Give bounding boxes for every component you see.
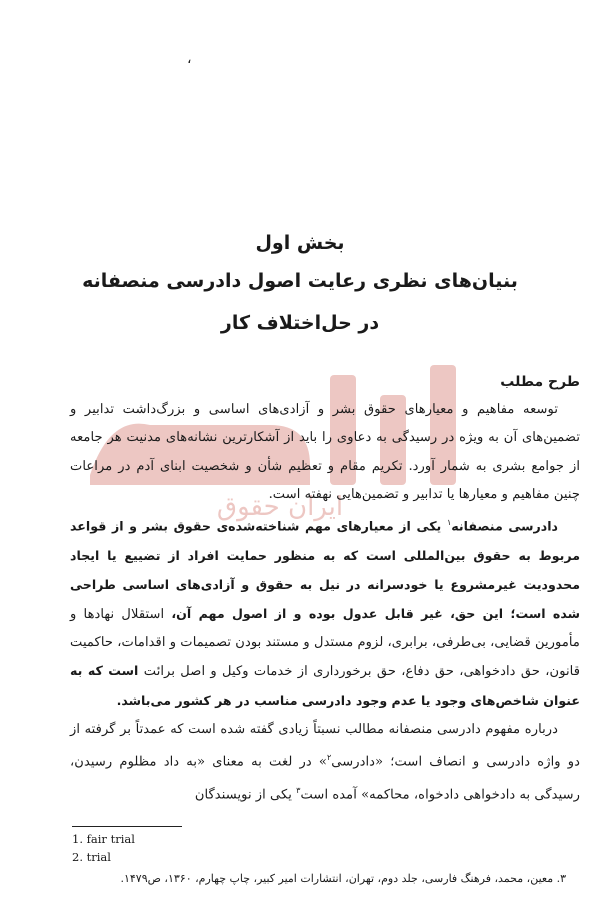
- chapter-title: بنیان‌های نظری رعایت اصول دادرسی منصفانه: [82, 270, 518, 292]
- watermark-text: ایران حقوق: [216, 492, 344, 522]
- footnote-3: ۳. معین، محمد، فرهنگ فارسی، جلد دوم، تهران، انتشارات امیر کبیر، چاپ چهارم، ۱۳۶۰، ص۱۴۷۹.: [120, 872, 566, 885]
- section-title: طرح مطلب: [500, 374, 580, 390]
- paragraph-3-b: » در لغت به معنای «به داد مظلوم رسیدن، رسیدگی به دادخواهی دادخواه، محاکمه» آمده است: [70, 754, 580, 803]
- fair-trial-term: دادرسی منصفانه: [451, 518, 558, 534]
- paragraph-2-bold-b: است که به عنوان شاخص‌های وجود یا عدم وجود دادرسی مناسب در هر کشور می‌باشد.: [70, 663, 580, 708]
- footnote-1: 1. fair trial: [72, 832, 135, 846]
- footnote-2: 2. trial: [72, 850, 111, 864]
- footnote-ref-2: ۲: [326, 753, 332, 763]
- footnote-ref-3: ۳: [296, 785, 301, 795]
- paragraph-3-c: یکی از نویسندگان: [194, 787, 297, 803]
- chapter-subtitle: در حل‌اختلاف کار: [220, 312, 380, 334]
- paragraph-3-a: درباره مفهوم دادرسی منصفانه مطالب نسبتاً زیادی گفته شده است که عمدتاً بر گرفته از دو واژه دادرسی و انصاف است؛ «دادرسی: [70, 721, 580, 770]
- footnote-ref-1: ۱: [446, 518, 452, 528]
- stray-mark: ،: [187, 51, 192, 67]
- body-text: [70, 368, 580, 809]
- part-heading: بخش اول: [255, 232, 345, 254]
- footnote-divider: [72, 826, 182, 827]
- paragraph-2-normal: استقلال نهادها و مأمورین قضایی، بی‌طرفی، برابری، لزوم مستدل و مستند بودن تصمیمات و اقدامات، حاکمیت قانون، حق دادخواهی، حق دفاع، حق برخورداری از خدمات وکیل و اصل برائت: [70, 607, 580, 680]
- paragraph-2-bold-a: یکی از معیارهای مهم شناخته‌شده‌ی حقوق بشر و از قواعد مربوط به حقوق بین‌المللی است که به منظور حمایت افراد از تضییع یا ایجاد محدودیت غیرمشروع یا خودسرانه در نیل به حقوق و آزادی‌های اساسی طراحی شده است؛ این حق، غیر قابل عدول بوده و از اصول مهم آن،: [70, 518, 581, 622]
- paragraph-2: [70, 509, 580, 716]
- paragraph-3: [70, 716, 580, 809]
- paragraph-1: توسعه مفاهیم و معیارهای حقوق بشر و آزادی‌های اساسی و بزرگ‌داشت تدابیر و تضمین‌های آن به ویژه در رسیدگی به دعاوی را باید از آشکارترین نشانه‌های مدنیت هر جامعه از جوامع بشری به شمار آورد. تکریم مقام و تعظیم شأن و شخصیت ابنای آدم در مراعات چنین مفاهیم و معیارها یا تدابیر و تضمین‌هایی نهفته است.: [70, 402, 580, 502]
